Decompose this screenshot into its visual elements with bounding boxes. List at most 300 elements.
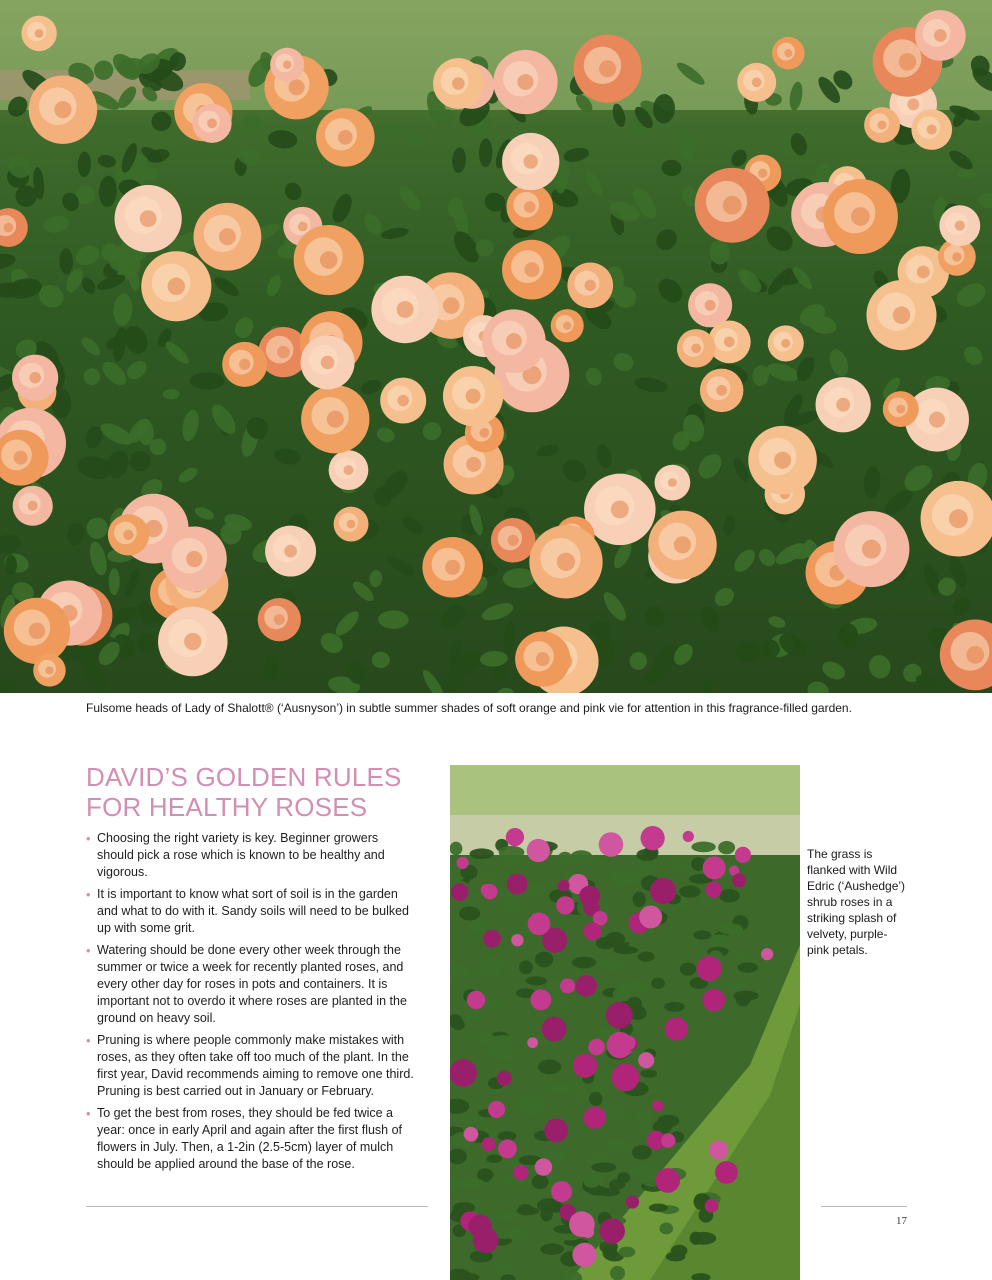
leaf [239,111,264,136]
leaf [496,1045,513,1056]
shrub-rose [664,1017,687,1040]
rose-center [479,428,489,438]
leaf [126,447,154,475]
leaf [112,293,134,327]
rose-center [934,29,947,42]
shrub-rose [542,1017,567,1042]
leaf [661,159,682,177]
bullet-icon: • [86,943,91,958]
heading-line-2: FOR HEALTHY ROSES [86,792,368,822]
leaf [583,365,604,388]
leaf [0,678,19,693]
rose-center [28,501,38,511]
shrub-rose [483,930,501,948]
rose-center [321,356,335,370]
leaf [499,846,525,859]
leaf [946,147,975,173]
leaf [572,957,596,969]
leaf [583,169,606,198]
leaf [486,1155,502,1163]
leaf [538,1060,561,1075]
rose-center [186,551,202,567]
leaf [640,1070,657,1078]
leaf [59,248,73,275]
rose-center [524,154,538,168]
rule-text: To get the best from roses, they should be fed twice a year: once in early April and again after the first flush of flowers in July. Then, a 1-2in (2.5-5cm) layer of mulch should be applied around the base of the rose. [97,1106,403,1171]
leaf [525,1101,542,1113]
rose-center [452,77,465,90]
leaf [605,1139,630,1153]
leaf [767,614,787,630]
leaf [613,946,638,954]
leaf [80,365,103,388]
leaf [526,884,546,895]
leaf [87,540,110,577]
rule-text: Watering should be done every other week through the summer or twice a week for recently planted roses, and every other day for roses in pots and containers. It is important not to overdo it where roses are planted in the ground on heavy soil. [97,943,407,1025]
leaf [657,1115,679,1127]
second-photo-grass-path [450,765,800,1280]
leaf [597,1188,620,1197]
leaf [589,1092,603,1106]
leaf [603,1245,618,1260]
leaf [450,1099,469,1114]
leaf [162,338,192,366]
rose-center [45,666,53,674]
shrub-rose [544,1118,568,1142]
rose-center [140,210,157,227]
leaf [273,447,302,467]
leaf [618,1247,635,1258]
leaf [950,594,974,619]
shrub-rose [705,1199,719,1213]
rose-center [668,478,677,487]
rose-center [674,536,691,553]
leaf [666,1252,686,1262]
leaf [491,684,520,693]
shrub-rose [621,1035,636,1050]
shrub-rose [655,1168,680,1193]
shrub-rose [473,1227,499,1253]
rose-center [878,121,887,130]
leaf [450,1269,471,1280]
leaf [453,1202,476,1213]
leaf [85,517,109,540]
leaf [693,930,711,939]
leaf [953,279,990,312]
leaf [691,842,715,853]
leaf [176,465,200,486]
leaf [526,976,547,985]
shrub-rose [626,1195,639,1208]
rose-center [724,337,735,348]
rose-center [123,530,133,540]
rose-center [752,78,762,88]
rose-center [29,623,46,640]
leaf [600,589,630,624]
bullet-icon: • [86,831,91,846]
rose-center [691,344,701,354]
rule-text: Pruning is where people commonly make mistakes with roses, as they often take off too much of the plant. In the first year, David recommends aiming to remove one third. Pruning is best carried out in January or February. [97,1033,414,1098]
shrub-rose [599,832,624,857]
shrub-rose [735,847,751,863]
leaf [696,677,714,693]
leaf [719,889,739,902]
shrub-rose [652,1100,663,1111]
shrub-rose [481,884,494,897]
leaf [591,1162,616,1172]
leaf [122,567,142,598]
leaf [380,226,409,241]
leaf [611,350,636,374]
leaf [502,621,517,657]
leaf [532,1174,549,1189]
leaf [554,998,574,1007]
leaf [978,192,992,209]
leaf [733,639,763,665]
leaf [78,334,103,358]
leaf [361,211,385,238]
rose-center [955,221,965,231]
shrub-rose [703,856,726,879]
leaf [519,960,533,974]
rose-center [344,465,354,475]
leaf [737,962,758,972]
shrub-rose [530,989,551,1010]
shrub-rose [569,1211,595,1237]
rule-item [86,1032,416,1100]
leaf [819,658,848,683]
leaf [372,652,390,668]
leaf [577,1090,590,1103]
shrub-rose [497,1071,512,1086]
leaf [651,978,665,989]
leaf [654,274,688,307]
leaf [633,375,669,395]
leaf [826,347,851,379]
leaf [664,1002,685,1012]
leaf [451,147,466,174]
shrub-rose [527,839,550,862]
rose-center [952,252,961,261]
rose-center [705,300,716,311]
shrub-rose [527,1037,538,1048]
rose-center [327,411,344,428]
shrub-rose [556,896,574,914]
leaf [595,443,614,469]
divider-left [86,1206,428,1207]
leaf [659,1222,673,1234]
leaf [613,988,628,1000]
leaf [755,546,778,570]
leaf [65,521,87,548]
rose-center [851,207,870,226]
leaf [395,183,424,214]
rose-center [966,646,984,664]
rose-center [517,74,533,90]
leaf [496,1212,519,1221]
leaf [479,138,493,167]
leaf [264,653,279,684]
leaf [281,179,305,203]
rose-center [536,652,550,666]
rose-center [443,297,460,314]
leaf [570,850,592,863]
rose-center [929,412,945,428]
rose-center [35,29,44,38]
leaf [558,455,590,486]
leaf [724,982,748,990]
rose-center [896,405,905,414]
leaf [190,372,225,390]
rose-center [611,500,629,518]
leaf [77,151,91,177]
shrub-rose [488,1101,505,1118]
leaf [163,389,180,400]
leaf [501,1274,516,1280]
shrub-rose [450,1059,477,1087]
shrub-rose [709,1140,728,1159]
leaf [698,604,723,635]
leaf [535,952,554,968]
leaf [562,146,590,164]
rose-center [274,614,285,625]
leaf [721,514,737,537]
rose-center [277,346,290,359]
shrub-rose [703,989,726,1012]
rose-center [524,201,536,213]
leaf [610,1266,625,1280]
rose-center [949,509,968,528]
rule-item [86,886,416,937]
rose-center [758,169,767,178]
rose-center [781,339,790,348]
shrub-rose [511,934,523,946]
leaf [98,175,117,207]
leaf [450,964,469,978]
shrub-rose [638,1052,654,1068]
shrub-rose [560,978,575,993]
leaf [136,599,154,627]
leaf [73,242,103,268]
shrub-rose [482,1137,496,1151]
leaf [730,546,758,576]
rose-center [917,266,930,279]
leaf [584,1177,600,1188]
shrub-rose [467,991,485,1009]
leaf [459,906,480,920]
leaf [638,951,655,961]
leaf [709,934,731,945]
rose-center [284,545,297,558]
rose-center [4,223,14,233]
leaf [470,848,494,859]
golden-rules-list [86,830,416,1178]
shrub-rose [612,1064,640,1092]
leaf [499,897,520,913]
rule-item [86,830,416,881]
bullet-icon: • [86,1033,91,1048]
shrub-rose [588,1039,605,1056]
rose-center [862,540,881,559]
leaf [960,343,986,369]
leaf [679,886,701,898]
leaf [329,191,356,225]
leaf [484,998,502,1008]
rose-center [508,535,519,546]
leaf [264,273,283,298]
leaf [633,892,646,908]
leaf [359,378,383,397]
shrub-rose [641,826,665,850]
hero-caption: Fulsome heads of Lady of Shalott® (‘Ausnyson’) in subtle summer shades of soft orange and pink vie for attention in this fragrance-filled garden. [86,701,852,715]
leaf [481,956,505,971]
shrub-rose [572,1243,596,1267]
leaf [149,109,174,134]
leaf [474,1033,496,1046]
rose-center [289,79,305,95]
rose-center [298,222,308,232]
leaf [765,360,802,385]
rose-center [29,372,41,384]
leaf [558,852,573,865]
rose-center [338,130,353,145]
leaf [617,875,629,887]
leaf [109,568,120,595]
shrub-rose [761,948,773,960]
rose-center [397,395,408,406]
leaf [135,631,159,655]
shrub-rose [661,1133,675,1147]
rose-center [207,118,217,128]
leaf [637,1122,651,1135]
leaf [649,1204,668,1212]
leaf [536,443,561,459]
shrub-rose [573,1054,597,1078]
leaf [711,584,737,610]
leaf [378,610,409,629]
rose-center [239,359,250,370]
rose-center [836,398,850,412]
shrub-rose [528,912,551,935]
leaf [617,1172,630,1183]
leaf [652,225,681,254]
rose-center [54,101,71,118]
leaf [267,129,298,150]
rose-center [585,280,596,291]
divider-right [821,1206,907,1207]
rose-center [320,251,338,269]
shrub-rose [498,1139,517,1158]
leaf [211,274,241,300]
leaf [628,981,652,992]
rose-center [524,262,539,277]
leaf [464,1117,486,1128]
leaf [517,1207,540,1215]
shrub-rose [558,880,570,892]
rose-center [168,278,186,296]
article-heading [86,762,426,822]
leaf [500,860,517,868]
rose-center [784,49,792,57]
leaf [332,608,363,640]
shrub-rose [584,922,602,940]
leaf [420,419,444,443]
shrub-rose [506,828,524,846]
rose-center [907,98,919,110]
leaf [97,153,117,169]
leaf [607,1104,627,1120]
rose-center [184,633,201,650]
leaf [42,214,70,235]
leaf [98,357,130,389]
leaf [481,874,502,883]
leaf [375,425,397,444]
rose-center [14,451,28,465]
shrub-rose [705,881,722,898]
leaf [674,127,698,163]
shrub-rose [513,1165,528,1180]
rose-center [557,553,575,571]
shrub-rose [599,1218,624,1243]
leaf [866,652,893,681]
shrub-rose [579,886,600,907]
shrub-rose [650,878,676,904]
shrub-rose [507,874,528,895]
leaf [0,532,23,556]
leaf [690,1232,702,1245]
leaf [450,842,462,856]
leaf [600,959,624,972]
leaf [718,923,743,934]
rose-center [397,301,414,318]
leaf [718,841,735,854]
shrub-rose [464,1127,479,1142]
leaf [735,951,748,959]
leaf [644,605,667,627]
leaf [384,552,416,578]
rose-center [899,53,916,70]
leaf [680,963,696,976]
rule-item [86,942,416,1027]
leaf [863,466,881,498]
rule-text: Choosing the right variety is key. Beginner growers should pick a rose which is known to be healthy and vigorous. [97,831,385,879]
leaf [381,121,403,139]
rose-center [219,228,236,245]
shrub-rose [697,956,722,981]
leaf [0,251,17,271]
rule-item [86,1105,416,1173]
rose-center [774,452,791,469]
shrub-rose [732,873,746,887]
rose-center [716,385,727,396]
rose-center [466,457,481,472]
leaf [596,937,616,949]
leaf [508,1227,528,1242]
rose-center [466,389,481,404]
rose-center [347,520,356,529]
shrub-rose [551,1181,572,1202]
rose-center [445,560,460,575]
leaf [493,1264,513,1275]
leaf [589,619,612,638]
shrub-rose [584,1107,606,1129]
shrub-roses-illustration [450,765,800,1280]
rose-center [893,306,911,324]
leaf [369,569,383,587]
leaf [231,314,257,342]
rose-center [927,124,937,134]
leaf [627,650,649,672]
